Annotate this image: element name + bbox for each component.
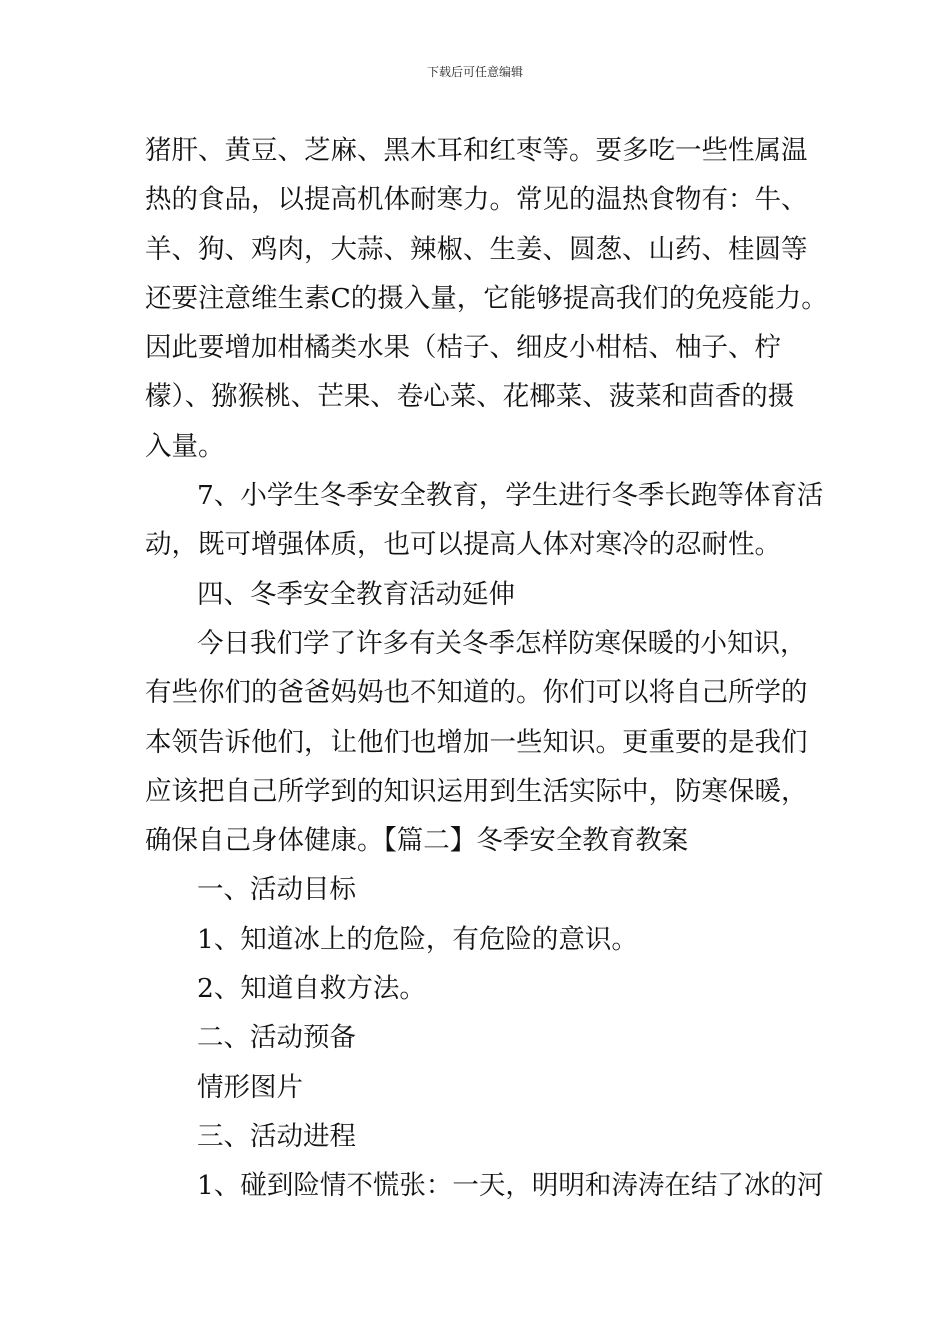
text-line: 应该把自己所学到的知识运用到生活实际中，防寒保暖， bbox=[145, 775, 808, 807]
text-line: 猪肝、黄豆、芝麻、黑木耳和红枣等。要多吃一些性属温 bbox=[145, 135, 808, 166]
text-line: 二、活动预备 bbox=[197, 1022, 356, 1054]
text-line: 三、活动进程 bbox=[197, 1120, 356, 1152]
text-line: 1、知道冰上的危险，有危险的意识。 bbox=[197, 923, 638, 955]
text-line: 檬）、猕猴桃、芒果、卷心菜、花椰菜、菠菜和茴香的摄 bbox=[145, 381, 795, 413]
text-line: 热的食品，以提高机体耐寒力。常见的温热食物有：牛、 bbox=[145, 184, 808, 216]
text-line: 羊、狗、鸡肉，大蒜、辣椒、生姜、圆葱、山药、桂圆等 bbox=[145, 233, 808, 265]
text-line: 四、冬季安全教育活动延伸 bbox=[197, 578, 515, 610]
text-line: 2、知道自救方法。 bbox=[197, 973, 426, 1005]
text-line: 情形图片 bbox=[197, 1071, 303, 1103]
text-line: 动，既可增强体质，也可以提高人体对寒冷的忍耐性。 bbox=[145, 529, 781, 561]
page-header: 下载后可任意编辑 bbox=[426, 65, 523, 79]
text-line: 因此要增加柑橘类水果（桔子、细皮小柑桔、柚子、柠 bbox=[145, 332, 781, 364]
text-line: 还要注意维生素C的摄入量，它能够提高我们的免疫能力。 bbox=[145, 282, 828, 314]
text-line: 1、碰到险情不慌张：一天，明明和涛涛在结了冰的河 bbox=[197, 1170, 824, 1202]
text-line: 今日我们学了许多有关冬季怎样防寒保暖的小知识， bbox=[197, 627, 807, 659]
document-body bbox=[145, 126, 828, 1211]
text-line: 有些你们的爸爸妈妈也不知道的。你们可以将自己所学的 bbox=[145, 677, 808, 709]
text-line: 确保自己身体健康。【篇二】冬季安全教育教案 bbox=[145, 825, 689, 857]
text-line: 本领告诉他们，让他们也增加一些知识。更重要的是我们 bbox=[145, 726, 808, 758]
text-line: 入量。 bbox=[145, 430, 225, 462]
text-line: 一、活动目标 bbox=[197, 874, 356, 906]
text-line: 7、小学生冬季安全教育，学生进行冬季长跑等体育活 bbox=[197, 480, 824, 512]
